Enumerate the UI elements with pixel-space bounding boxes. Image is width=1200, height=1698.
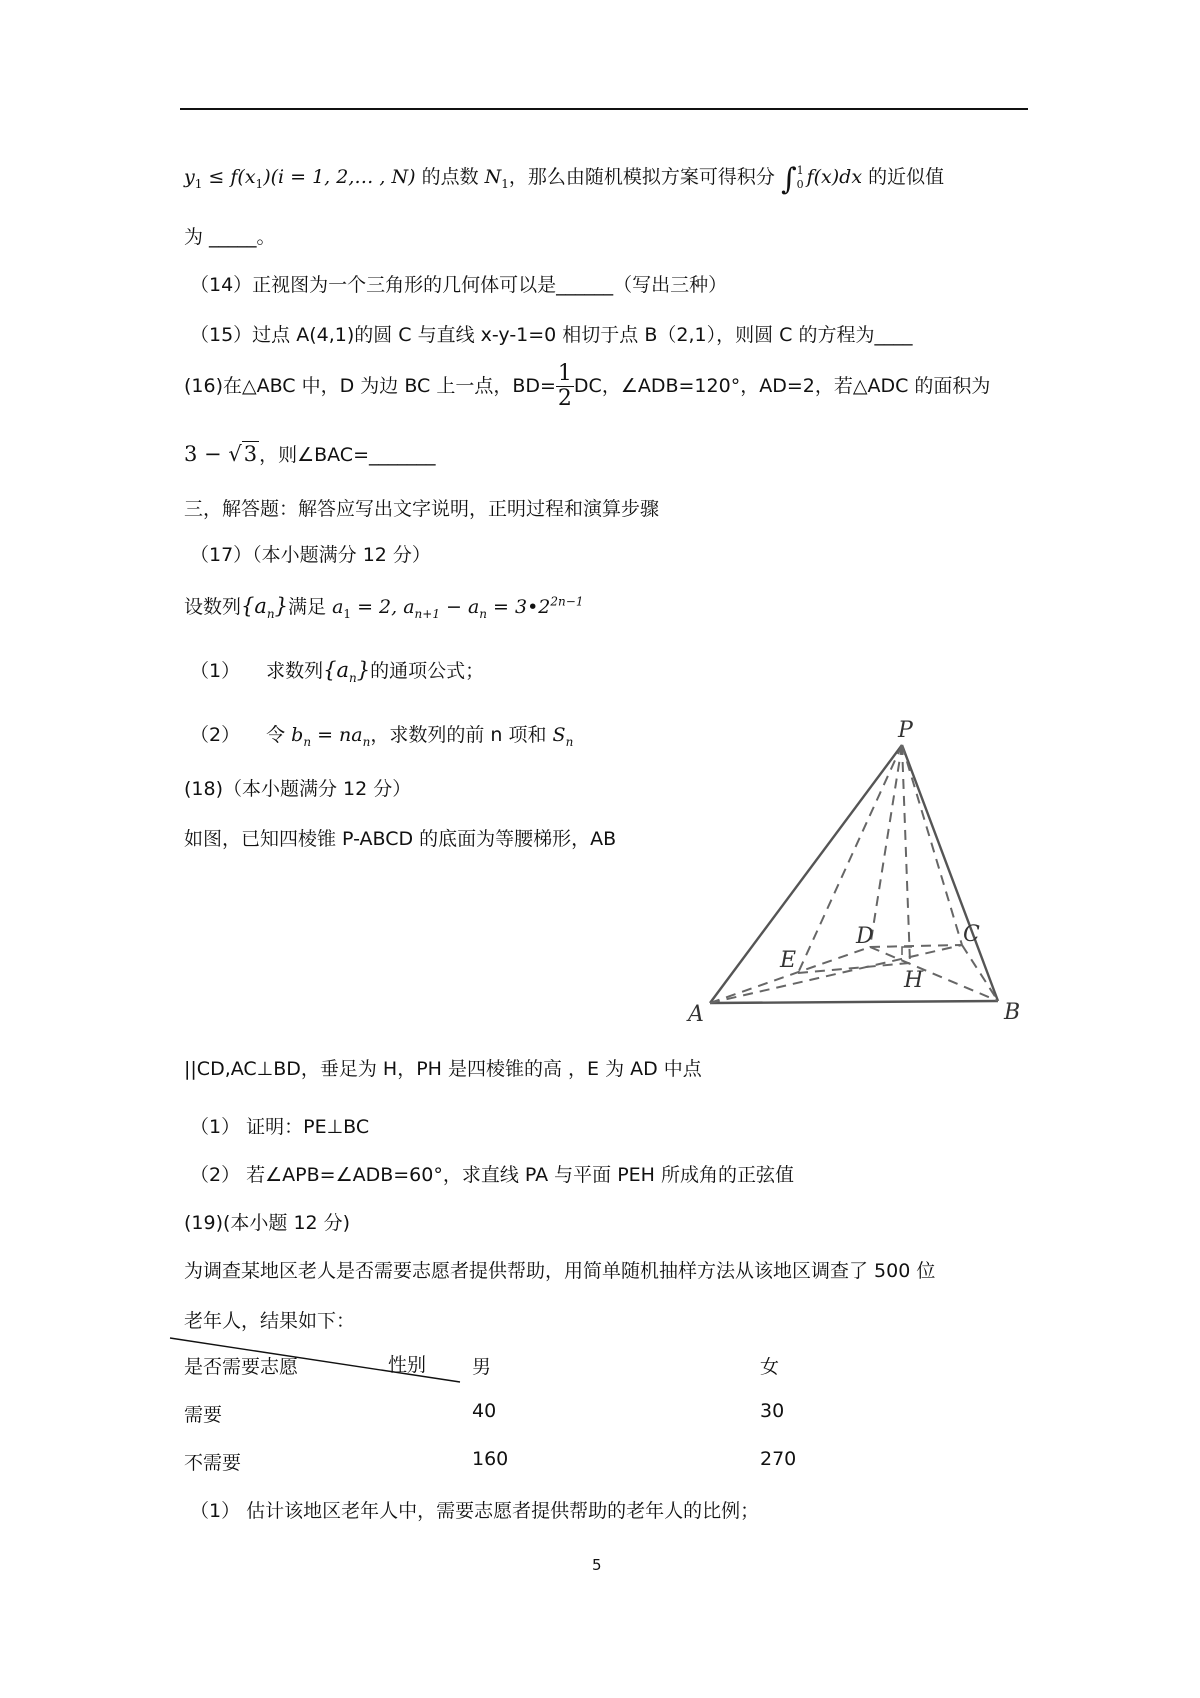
label-a: A — [688, 1002, 704, 1025]
edge-ab — [710, 1001, 998, 1003]
edge-dc — [870, 945, 962, 947]
table-row-label-need: 需要 — [184, 1404, 223, 1426]
question-17-stem: 设数列$\{a_n\}$满足 $a_1 = 2$, $a_{n+1} - a_n$ = $3•2^{2n-1}$ — [184, 594, 584, 621]
fraction: $\frac{1}{2}$ — [557, 361, 572, 412]
edge-pe — [798, 745, 902, 973]
question-18-header: (18)（本小题满分 12 分） — [184, 778, 412, 800]
text-line-1: $y_1 \le f(x_1)(i = 1$, 2,… , N) 的点数 $N_1$，那么由随机模拟方案可得积分 ∫ 1 0 f(x)dx 的近似值 — [184, 162, 945, 197]
segment-eh — [798, 963, 910, 973]
table-corner-col-header: 性别 — [388, 1354, 427, 1376]
question-19-part-1: （1） 估计该地区老年人中，需要志愿者提供帮助的老年人的比例； — [190, 1500, 760, 1522]
question-18-part-1: （1） 证明：PE⊥BC — [190, 1116, 370, 1138]
table-row-label-no-need: 不需要 — [184, 1452, 242, 1474]
label-b: B — [1004, 1000, 1021, 1025]
question-18-stem: 如图，已知四棱锥 P-ABCD 的底面为等腰梯形，AB — [184, 828, 617, 850]
integral-sign-icon: ∫ — [780, 162, 797, 197]
edge-pd — [870, 745, 902, 947]
table-col-header-female: 女 — [760, 1356, 780, 1378]
section-3-heading: 三，解答题：解答应写出文字说明，正明过程和演算步骤 — [184, 498, 660, 520]
header-rule — [180, 108, 1028, 110]
table-cell-need-male: 40 — [472, 1400, 497, 1422]
question-18-stem-cont: ||CD,AC⊥BD，垂足为 H，PH 是四棱锥的高 ，E 为 AD 中点 — [184, 1058, 702, 1080]
question-18-part-2: （2） 若∠APB=∠ADB=60°，求直线 PA 与平面 PEH 所成角的正弦值 — [190, 1164, 795, 1186]
table-col-header-male: 男 — [472, 1356, 492, 1378]
table-cell-no-need-male: 160 — [472, 1448, 509, 1470]
question-17-part-1: （1） 求数列$\{a_n\}$的通项公式； — [190, 658, 485, 685]
label-d: D — [856, 924, 874, 949]
question-14: （14）正视图为一个三角形的几何体可以是______（写出三种） — [190, 274, 728, 296]
question-19-header: (19)(本小题 12 分) — [184, 1212, 351, 1234]
table-cell-no-need-female: 270 — [760, 1448, 797, 1470]
edge-pa — [710, 745, 902, 1003]
question-19-stem-cont: 老年人，结果如下： — [184, 1310, 356, 1332]
label-c: C — [963, 922, 980, 947]
question-16-cont: 3 − √3 ，则∠BAC=_______ — [184, 442, 436, 466]
edge-pb — [902, 745, 998, 1001]
table-corner-row-header: 是否需要志愿 — [184, 1356, 299, 1378]
label-p: P — [898, 718, 913, 743]
question-15: （15）过点 A(4,1)的圆 C 与直线 x-y-1=0 相切于点 B（2,1），则圆 C 的方程为____ — [190, 324, 913, 346]
pyramid-figure — [680, 715, 1040, 1025]
question-16: (16)在△ABC 中，D 为边 BC 上一点，BD= $\frac{1}{2}$ DC，∠ADB=120°，AD=2，若△ADC 的面积为 — [184, 361, 991, 412]
page-number: 5 — [592, 1556, 602, 1574]
question-19-stem: 为调查某地区老人是否需要志愿者提供帮助，用简单随机抽样方法从该地区调查了 500 位 — [184, 1260, 936, 1282]
text-line-2: 为 _____。 — [184, 226, 276, 248]
diag-bd — [870, 947, 998, 1001]
edge-ph — [902, 745, 910, 963]
label-h: H — [904, 968, 924, 993]
table-cell-need-female: 30 — [760, 1400, 785, 1422]
label-e: E — [780, 948, 797, 973]
question-17-header: （17）（本小题满分 12 分） — [190, 544, 431, 566]
question-17-part-2: （2） 令 $b_n = na_n$，求数列的前 n 项和 $S_n$ — [190, 724, 574, 749]
edge-pc — [902, 745, 962, 945]
